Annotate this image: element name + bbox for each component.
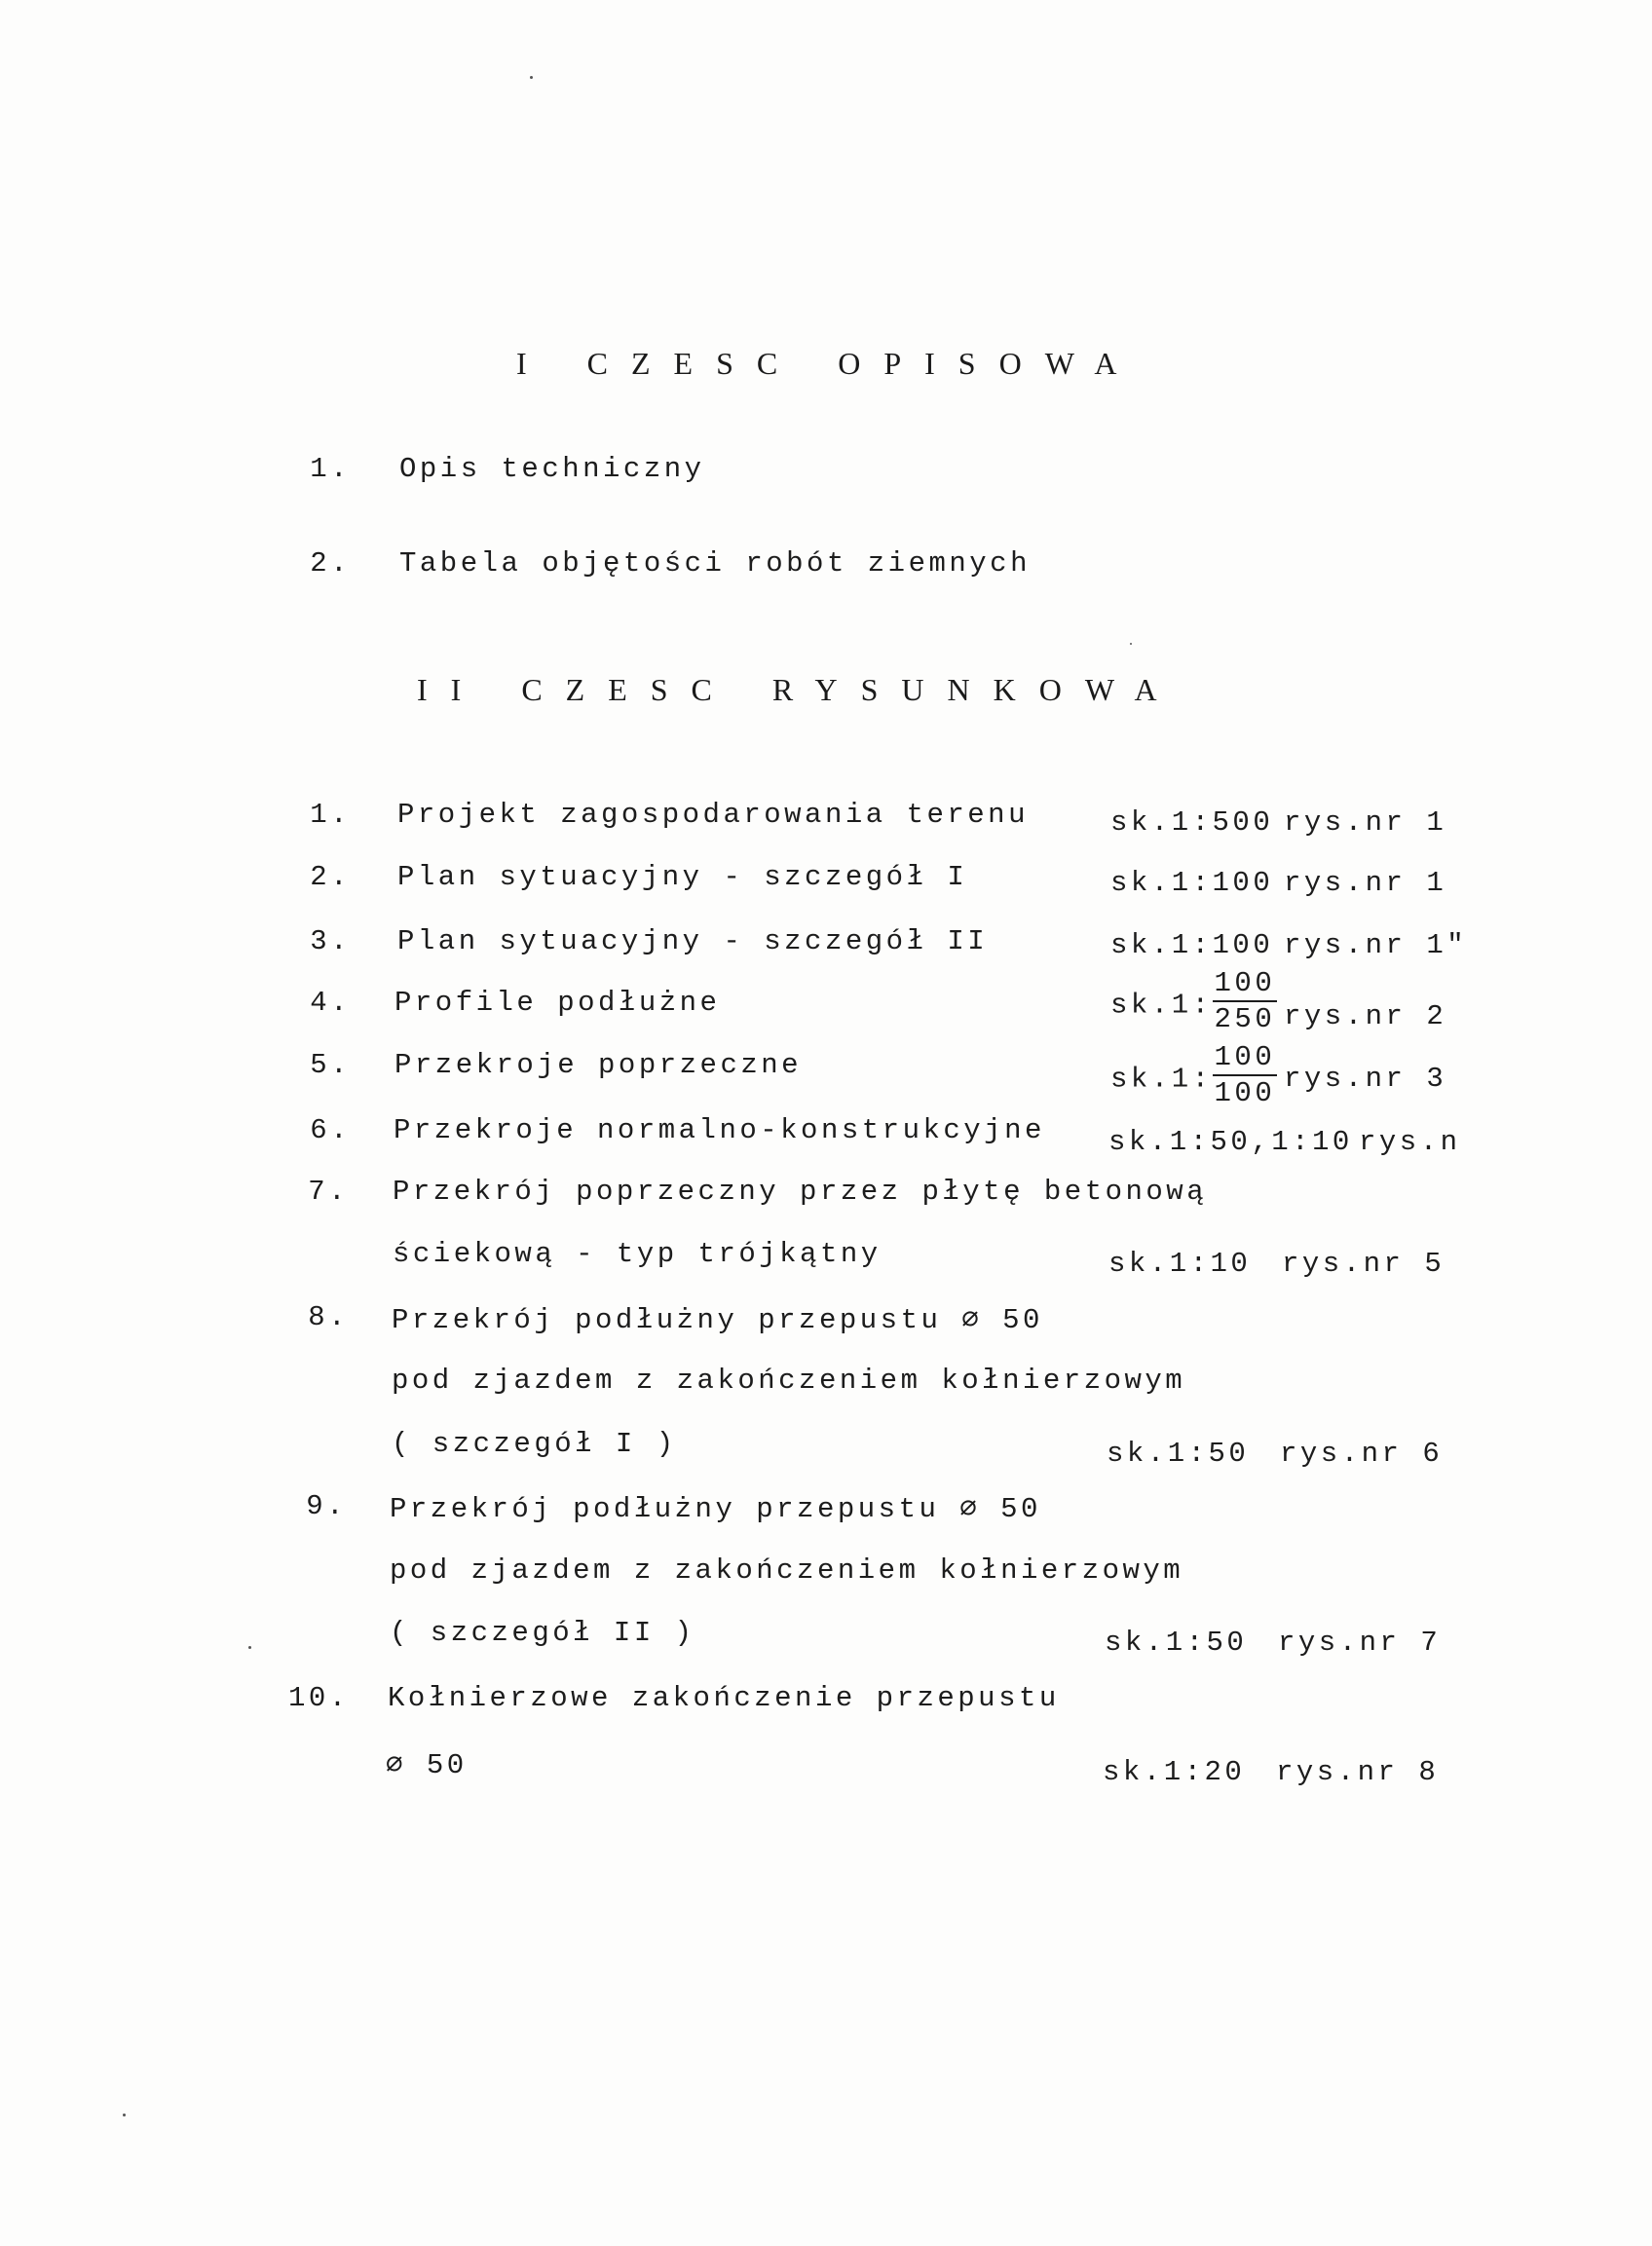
scale-prefix: sk.1: <box>1110 1063 1213 1096</box>
item-text: Przekroje normalno-konstrukcyjne <box>394 1114 1045 1146</box>
item-scale: sk.1:100 <box>1110 867 1274 899</box>
item-text-line2: pod zjazdem z zakończeniem kołnierzowym <box>392 1365 1186 1397</box>
item-drawing-number: rys.nr 1 <box>1284 867 1447 899</box>
item-number: 1. <box>310 453 351 485</box>
item-number: 2. <box>310 547 351 580</box>
item-number: 3. <box>310 925 351 957</box>
item-text-line2: pod zjazdem z zakończeniem kołnierzowym <box>390 1554 1184 1587</box>
item-number: 8. <box>308 1301 349 1333</box>
fraction-denominator: 250 <box>1214 1003 1276 1035</box>
item-text-line2: ściekową - typ trójkątny <box>393 1238 882 1270</box>
item-scale: sk.1:500 <box>1110 806 1274 839</box>
item-number: 9. <box>306 1490 347 1522</box>
scan-speck <box>1130 643 1132 645</box>
heading-word-rysunkowa: RYSUNKOWA <box>771 672 1181 707</box>
item-scale: sk.1:20 <box>1103 1756 1246 1788</box>
item-scale <box>1110 1041 1277 1111</box>
item-text: Przekrój podłużny przepustu ∅ 50 <box>392 1304 1043 1336</box>
section-heading-rysunkowa <box>417 672 1181 708</box>
item-text: Profile podłużne <box>394 987 721 1019</box>
item-text: Kołnierzowe zakończenie przepustu <box>388 1682 1060 1714</box>
scale-prefix: sk.1: <box>1110 989 1213 1022</box>
item-scale <box>1110 967 1277 1037</box>
item-text: Tabela objętości robót ziemnych <box>399 547 1031 580</box>
item-number: 6. <box>310 1114 351 1146</box>
item-text: Przekroje poprzeczne <box>394 1049 803 1081</box>
item-drawing-number: rys.nr 5 <box>1282 1248 1446 1280</box>
fraction-denominator: 100 <box>1214 1077 1276 1109</box>
item-number: 1. <box>310 799 351 831</box>
heading-word-czesc: CZESC <box>521 672 735 707</box>
heading-word-czesc: CZESC <box>586 346 802 381</box>
item-drawing-number: rys.n <box>1359 1126 1461 1158</box>
item-scale: sk.1:50 <box>1107 1438 1250 1470</box>
item-drawing-number: rys.nr 2 <box>1284 1000 1447 1032</box>
heading-roman: I <box>516 346 550 381</box>
item-drawing-number: rys.nr 3 <box>1284 1063 1447 1095</box>
item-text: Plan sytuacyjny - szczegół II <box>397 925 989 957</box>
item-scale: sk.1:50 <box>1105 1627 1248 1659</box>
scan-speck <box>530 76 533 79</box>
scan-speck <box>248 1646 251 1649</box>
item-number: 5. <box>310 1049 351 1081</box>
item-text-line2: ∅ 50 <box>386 1749 468 1781</box>
heading-word-opisowa: OPISOWA <box>838 346 1141 381</box>
item-drawing-number: rys.nr 6 <box>1280 1438 1444 1470</box>
item-text: Plan sytuacyjny - szczegół I <box>397 861 968 893</box>
item-drawing-number: rys.nr 7 <box>1278 1627 1442 1659</box>
item-drawing-number: rys.nr 8 <box>1276 1756 1440 1788</box>
item-scale: sk.1:50,1:10 <box>1108 1126 1353 1158</box>
heading-roman: II <box>417 672 485 707</box>
fraction-numerator: 100 <box>1213 1043 1278 1076</box>
item-number: 2. <box>310 861 351 893</box>
item-text: Przekrój podłużny przepustu ∅ 50 <box>390 1493 1041 1525</box>
section-heading-opisowa <box>516 346 1140 382</box>
item-drawing-number: rys.nr 1" <box>1284 929 1468 961</box>
scale-fraction <box>1213 1043 1278 1107</box>
item-scale: sk.1:10 <box>1108 1248 1252 1280</box>
item-number: 7. <box>308 1176 349 1208</box>
scale-fraction <box>1213 969 1278 1033</box>
item-drawing-number: rys.nr 1 <box>1284 806 1447 839</box>
item-text-line3: ( szczegół II ) <box>390 1617 695 1649</box>
fraction-numerator: 100 <box>1213 969 1278 1002</box>
item-scale: sk.1:100 <box>1110 929 1274 961</box>
item-number: 4. <box>310 987 351 1019</box>
item-number: 10. <box>288 1682 350 1714</box>
item-text-line3: ( szczegół I ) <box>392 1428 677 1460</box>
scan-speck <box>123 2114 126 2116</box>
item-text: Opis techniczny <box>399 453 705 485</box>
item-text: Przekrój poprzeczny przez płytę betonową <box>393 1176 1208 1208</box>
item-text: Projekt zagospodarowania terenu <box>397 799 1029 831</box>
